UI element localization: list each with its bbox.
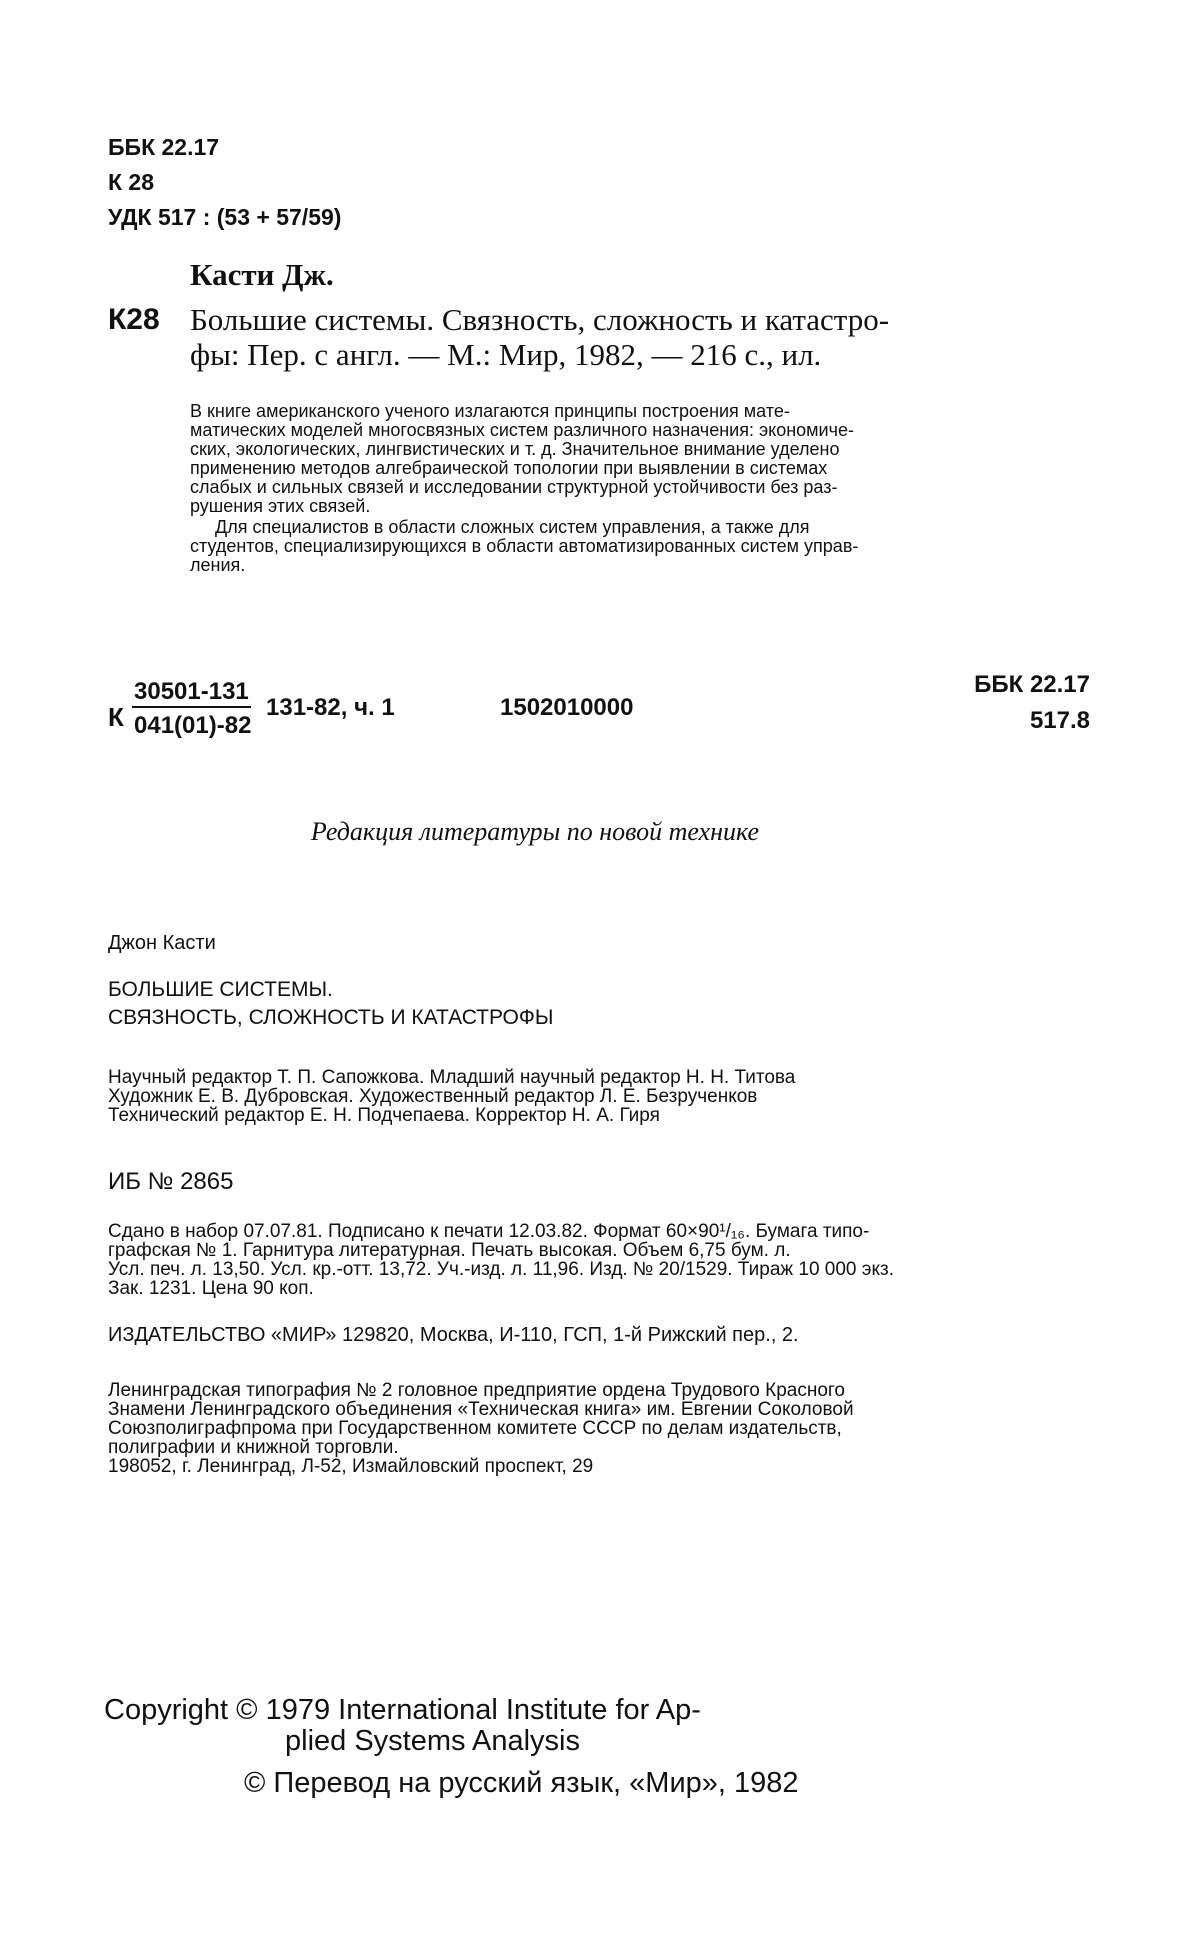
catalog-plan: 131-82, ч. 1 [266,694,395,721]
copyright-translation: © Перевод на русский язык, «Мир», 1982 [244,1767,799,1799]
print-info-line: графская № 1. Гарнитура литературная. Печать высокая. Объем 6,75 бум. л. [108,1240,791,1261]
catalog-numerator: 30501-131 [132,678,251,708]
bbk-code: ББК 22.17 [108,134,220,160]
bibliographic-title-line-1: Большие системы. Связность, сложность и катастро- [190,302,890,337]
printer-line: Союзполиграфпрома при Государственном комитете СССР по делам издательств, [108,1418,842,1439]
credits-author: Джон Касти [108,932,216,954]
abstract-line: ских, экологических, лингвистических и т. д. Значительное внимание уделено [190,439,840,459]
printer-line: полиграфии и книжной торговли. [108,1437,399,1458]
abstract-line: применению методов алгебраической топологии при выявлении в системах [190,458,828,478]
credits-title-line-2: СВЯЗНОСТЬ, СЛОЖНОСТЬ И КАТАСТРОФЫ [108,1006,554,1029]
credits-editor-line: Технический редактор Е. Н. Подчепаева. Корректор Н. А. Гиря [108,1105,660,1126]
abstract-line: слабых и сильных связей и исследовании структурной устойчивости без раз- [190,477,838,497]
copyright-line-2: plied Systems Analysis [285,1725,580,1757]
abstract-line: ления. [190,555,246,575]
bibliographic-k-code: К28 [108,303,160,336]
printer-line: Ленинградская типография № 2 головное предприятие ордена Трудового Красного [108,1380,845,1401]
bibliographic-author: Касти Дж. [190,257,334,292]
catalog-bbk-sub: 517.8 [1029,707,1090,734]
catalog-number: 1502010000 [500,694,634,721]
print-info-line: Зак. 1231. Цена 90 коп. [108,1278,314,1299]
k-code: К 28 [108,169,155,195]
credits-editor-line: Художник Е. В. Дубровская. Художественный редактор Л. Е. Безрученков [108,1086,758,1107]
udk-code: УДК 517 : (53 + 57/59) [108,204,342,230]
catalog-bbk: ББК 22.17 [974,671,1090,698]
abstract-line: рушения этих связей. [190,496,371,516]
copyright-line-1: Copyright © 1979 International Institute for Ap- [104,1694,701,1726]
publisher: ИЗДАТЕЛЬСТВО «МИР» 129820, Москва, И-110, ГСП, 1-й Рижский пер., 2. [108,1324,799,1346]
credits-editor-line: Научный редактор Т. П. Сапожкова. Младший научный редактор Н. Н. Титова [108,1067,796,1088]
catalog-denominator: 041(01)-82 [134,712,252,739]
printer-line: 198052, г. Ленинград, Л-52, Измайловский проспект, 29 [108,1456,594,1477]
abstract-line: студентов, специализирующихся в области автоматизированных систем управ- [190,536,859,556]
credits-title-line-1: БОЛЬШИЕ СИСТЕМЫ. [108,978,333,1001]
catalog-k-letter: К [108,702,124,732]
edition-note: Редакция литературы по новой технике [310,817,760,846]
abstract-line: матических моделей многосвязных систем различного назначения: экономиче- [190,420,854,440]
print-info-line: Сдано в набор 07.07.81. Подписано к печати 12.03.82. Формат 60×90¹/₁₆. Бумага типо- [108,1221,870,1242]
ib-number: ИБ № 2865 [108,1168,234,1195]
abstract-line: Для специалистов в области сложных систем управления, а также для [190,517,810,537]
bibliographic-title-line-2: фы: Пер. с англ. — М.: Мир, 1982, — 216 с., ил. [190,337,822,372]
print-info-line: Усл. печ. л. 13,50. Усл. кр.-отт. 13,72. Уч.-изд. л. 11,96. Изд. № 20/1529. Тираж 10 000 экз. [108,1259,894,1280]
printer-line: Знамени Ленинградского объединения «Техническая книга» им. Евгении Соколовой [108,1399,854,1420]
abstract-line: В книге американского ученого излагаются принципы построения мате- [190,401,790,421]
